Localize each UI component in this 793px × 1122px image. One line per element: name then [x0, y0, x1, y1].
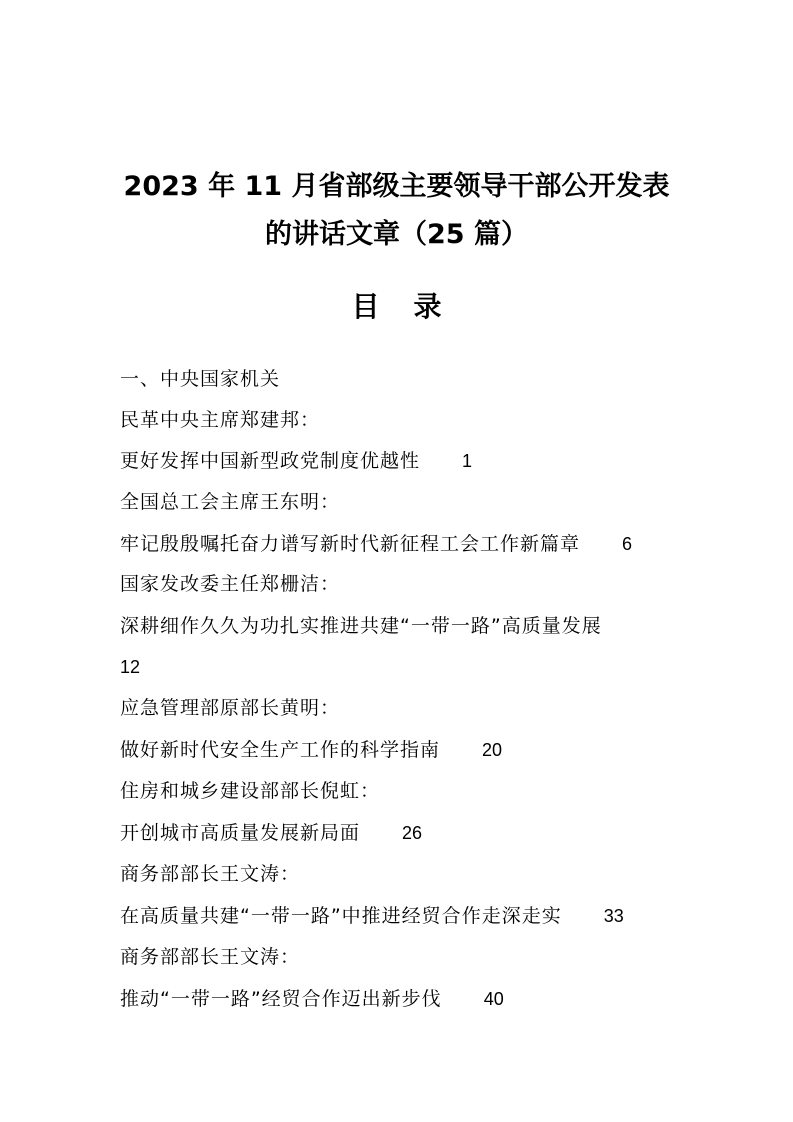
- toc-speaker: 商务部部长王文涛：: [120, 863, 301, 885]
- toc-entry-title: 更好发挥中国新型政党制度优越性: [120, 450, 421, 472]
- toc-entry[interactable]: [120, 531, 632, 557]
- toc-page-number: 20: [482, 740, 503, 760]
- toc-entry-title: 深耕细作久久为功扎实推进共建“一带一路”高质量发展: [120, 615, 602, 637]
- toc-page-number: 26: [402, 823, 423, 843]
- toc-page-number: 40: [483, 989, 504, 1009]
- toc-entry-title: 牢记殷殷嘱托奋力谱写新时代新征程工会工作新篇章: [120, 533, 581, 555]
- toc-page-number: 6: [622, 534, 633, 554]
- toc-speaker: 民革中央主席郑建邦：: [120, 409, 321, 431]
- toc-section-heading: 一、中央国家机关: [120, 368, 281, 390]
- toc-entry-page-wrap: [120, 654, 140, 680]
- toc-speaker: 全国总工会主席王东明：: [120, 491, 341, 513]
- toc-entry[interactable]: [120, 448, 472, 474]
- toc-heading: 目录: [351, 290, 476, 323]
- toc-page-number: 33: [603, 906, 624, 926]
- toc-speaker: 住房和城乡建设部部长倪虹：: [120, 780, 381, 802]
- toc-page-number: 1: [462, 451, 473, 471]
- document-title-line-1: 2023 年 11 月省部级主要领导干部公开发表: [123, 171, 670, 202]
- toc-entry[interactable]: [120, 820, 422, 846]
- toc-entry[interactable]: [120, 737, 502, 763]
- toc-speaker: 应急管理部原部长黄明：: [120, 697, 341, 719]
- toc-speaker: 国家发改委主任郑栅洁：: [120, 573, 341, 595]
- toc-entry[interactable]: [120, 986, 504, 1012]
- toc-entry-title: 做好新时代安全生产工作的科学指南: [120, 739, 441, 761]
- toc-entry[interactable]: [120, 903, 624, 929]
- toc-entry-title: 推动“一带一路”经贸合作迈出新步伐: [120, 988, 442, 1010]
- toc-speaker: 商务部部长王文涛：: [120, 946, 301, 968]
- toc-entry-title: 在高质量共建“一带一路”中推进经贸合作走深走实: [120, 905, 562, 927]
- toc-entry-title: 开创城市高质量发展新局面: [120, 822, 361, 844]
- document-title-line-2: 的讲话文章（25 篇）: [265, 219, 528, 250]
- toc-page-number: 12: [120, 657, 141, 677]
- toc-entry[interactable]: [120, 613, 602, 639]
